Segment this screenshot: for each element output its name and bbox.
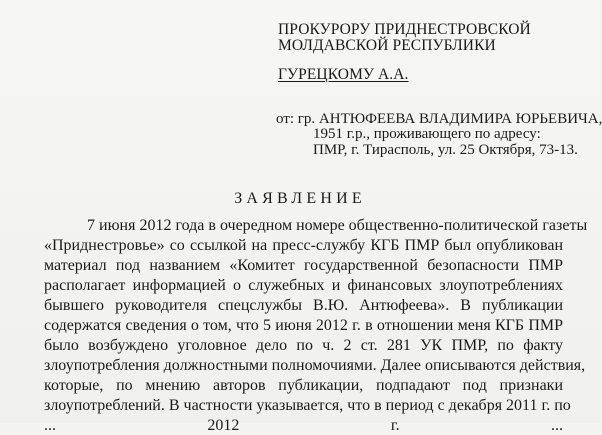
document-title: ЗАЯВЛЕНИЕ [234, 190, 366, 207]
sender-address: ПМР, г. Тирасполь, ул. 25 Октября, 73-13. [313, 142, 578, 158]
body-line-3: материал под названием «Комитет государственной безопасности ПМР [44, 257, 563, 274]
body-line-2: «Приднестровье» со ссылкой на пресс-службу КГБ ПМР был опубликован [44, 237, 563, 254]
body-line-4: располагает информацией о служебных и финансовых злоупотреблениях [44, 277, 563, 294]
body-line-5: бывшего руководителя спецслужбы В.Ю. Антюфеева». В публикации [44, 297, 563, 314]
addressee-line-2: МОЛДАВСКОЙ РЕСПУБЛИКИ [278, 37, 496, 54]
addressee-line-1: ПРОКУРОРУ ПРИДНЕСТРОВСКОЙ [278, 21, 531, 38]
body-line-6: содержатся сведения о том, что 5 июня 2012 г. в отношении меня КГБ ПМР [44, 317, 563, 334]
body-line-8: злоупотребления должностными полномочиями. Далее описываются действия, [44, 357, 586, 374]
body-line-7: было возбуждено уголовное дело по ч. 2 ст. 281 УК ПМР, по факту [44, 337, 563, 354]
body-line-9: которые, по мнению авторов публикации, подпадают под признаки [44, 377, 563, 394]
sender-line-1: от: гр. АНТЮФЕЕВА ВЛАДИМИРА ЮРЬЕВИЧА, [276, 111, 602, 127]
body-line-11-partial: ... 2012 г. ... [44, 417, 563, 434]
body-line-10: злоупотреблений. В частности указывается, что в период с декабря 2011 г. по [44, 397, 571, 414]
sender-line-2: 1951 г.р., проживающего по адресу: [313, 126, 541, 142]
body-line-1: 7 июня 2012 года в очередном номере общественно-политической газеты [87, 217, 588, 234]
addressee-name: ГУРЕЦКОМУ А.А. [278, 66, 409, 83]
